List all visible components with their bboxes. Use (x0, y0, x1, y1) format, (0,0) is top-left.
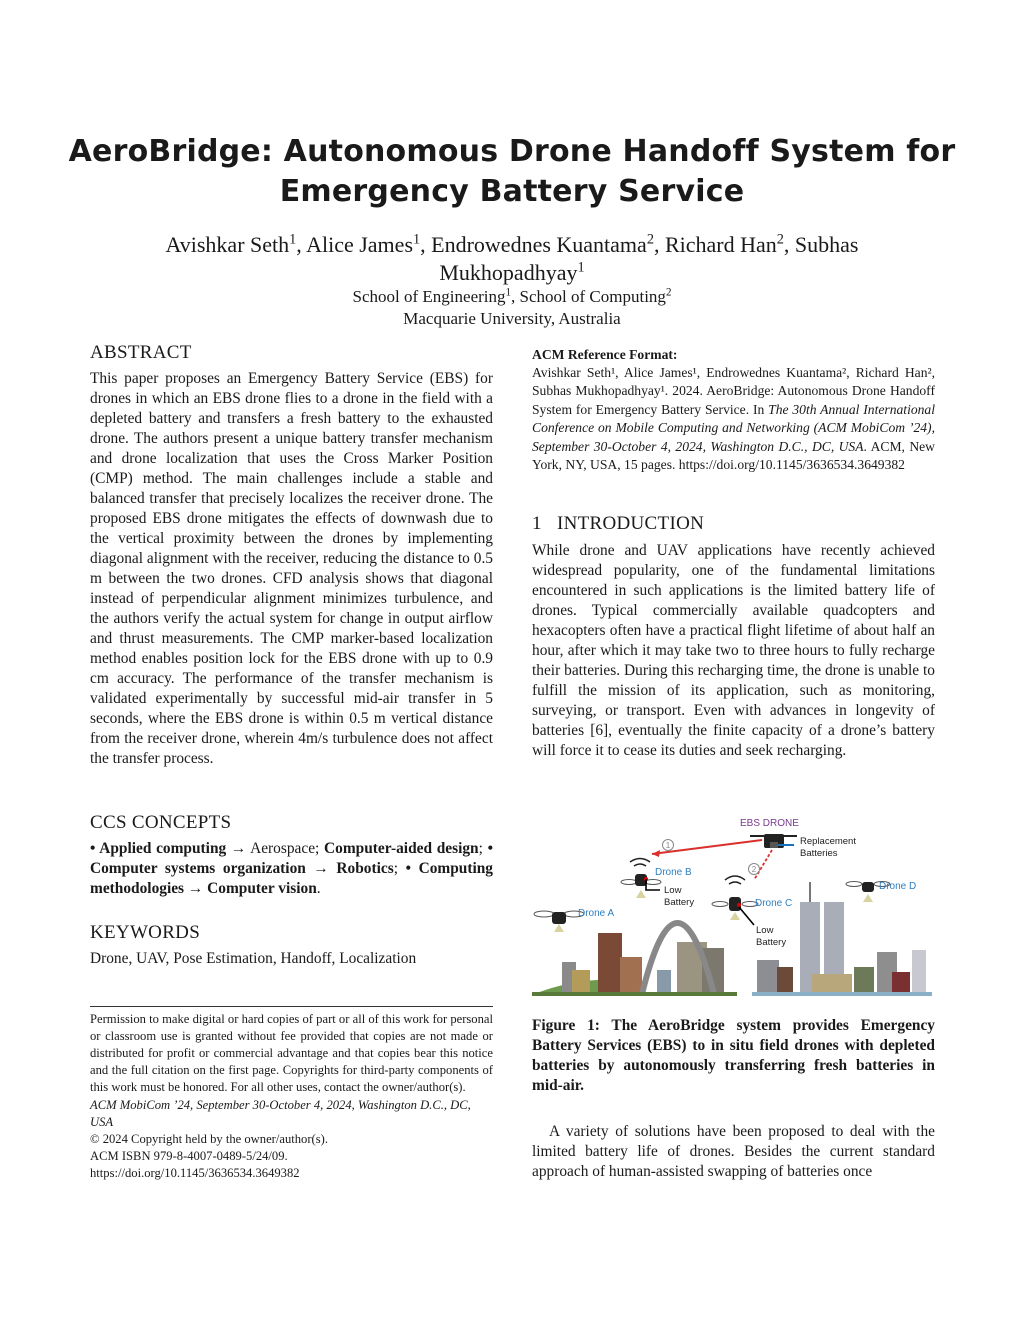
keywords-text: Drone, UAV, Pose Estimation, Handoff, Localization (90, 950, 417, 967)
intro-paragraph-2: A variety of solutions have been proposed to deal with the limited battery life of drones. Besides the current standard approach of human-assisted swapping of batteries once (532, 1123, 935, 1180)
city-left-icon (532, 923, 737, 996)
ccs-heading: CCS CONCEPTS (90, 812, 232, 833)
acm-reference-heading: ACM Reference Format: (532, 347, 678, 362)
title-line: Emergency Battery Service (279, 174, 745, 209)
drone-b-icon (621, 859, 661, 899)
low-battery-b-label: Low (664, 885, 682, 896)
author: Avishkar Seth$^1$ (165, 231, 297, 257)
author: Alice James$^1$ (306, 231, 421, 257)
conference-info: ACM MobiCom ’24, September 30-October 4, 2024, Washington D.C., DC, USA (90, 1098, 471, 1129)
low-battery-c-label: Battery (756, 937, 787, 948)
intro-paragraph: While drone and UAV applications have recently achieved widespread popularity, one of the fundamental limitations encountered in such applications is the limited battery life of drones. Typical commercially available quadcopters and hexacopters often have a practical flight lifetime of about half an hour, after which it may take two to three hours to fully recharge their batteries. During this recharging time, the drone is unable to fulfill the mission of its application, such as monitoring, surveying, or transport. Even with advances in longevity of batteries [6], eventually the finite capacity of a drone’s battery will force it to cease its duties and seek recharging. (532, 542, 935, 759)
keywords-heading: KEYWORDS (90, 922, 201, 943)
acm-reference-text: Avishkar Seth¹, Alice James¹, Endrowednes Kuantama², Richard Han², Subhas Mukhopadhyay¹. 2024. AeroBridge: Autonomous Drone Handoff System for Emergency Battery Service. In The 30th Annual International Conference on Mobile Computing and Networking (ACM MobiCom ’24), September 30-October 4, 2024, Washington D.C., DC, USA. ACM, New York, NY, USA, 15 pages. https://doi.org/10.1145/3636534.3649382 (532, 365, 936, 473)
doi-link[interactable]: https://doi.org/10.1145/3636534.3649382 (90, 1166, 300, 1180)
abstract-text: This paper proposes an Emergency Battery Service (EBS) for drones in which an EBS drone flies to a drone in the field with a depleted battery and transfers a fresh battery to the exhausted drone. The authors present a unique battery transfer mechanism and drone localization that uses the Cross Marker Position (CMP) method. The main challenges include a stable and balanced transfer that precisely localizes the receiver drone. The proposed EBS drone mitigates the effects of downwash due to the vertical proximity between the drones by implementing diagonal alignment with the receiver, reducing the distance to 0.5 m between the two drones. CFD analysis shows that diagonal instead of perpendicular alignment minimizes turbulence, and the authors verify the actual system for change in output airflow and thrust measurements. The CMP marker-based localization method enables position lock for the EBS drone with up to 0.9 cm accuracy. The performance of the transfer mechanism is validated experimentally by successful mid-air transfer in 5 seconds, where the EBS drone is within 0.5 m vertical distance from the receiver drone, wherein 4m/s turbulence does not affect the transfer process. (90, 370, 493, 767)
acm-reference (532, 346, 935, 474)
ebs-drone-label: EBS DRONE (740, 818, 799, 829)
university: Macquarie University, Australia (403, 309, 621, 328)
permission-block (90, 1006, 493, 1182)
figure-caption (532, 1016, 935, 1096)
caption-text: Figure 1: The AeroBridge system provides Emergency Battery Services (EBS) to in situ field drones with depleted batteries by autonomously transferring fresh batteries in mid-air. (532, 1017, 935, 1094)
author: Richard Han$^2$ (664, 231, 784, 257)
author: Subhas Mukhopadhyay$^1$ (439, 232, 859, 285)
introduction-heading: 1 INTRODUCTION (532, 513, 705, 534)
aerobridge-illustration (532, 812, 935, 1002)
intro-continued (532, 1122, 935, 1182)
isbn: ACM ISBN 979-8-4007-0489-5/24/09. (90, 1149, 288, 1163)
abstract-section (90, 342, 493, 769)
ccs-concepts: • Applied computing → Aerospace; Computer-aided design; • Computer systems organization → Robotics; • Computing methodologies → Computer vision. (90, 840, 493, 897)
low-battery-c-label: Low (756, 925, 774, 936)
copyright: © 2024 Copyright held by the owner/author(s). (90, 1132, 328, 1146)
affiliations: School of Engineering$^1$, School of Computing$^2$ Macquarie University, Australia (110, 286, 914, 330)
step-2-label: 2 (751, 865, 757, 874)
keywords-section (90, 922, 493, 969)
paper-title (60, 132, 964, 212)
step-1-label: 1 (665, 841, 671, 850)
ccs-section (90, 812, 493, 899)
abstract-heading: ABSTRACT (90, 342, 192, 363)
drone-c-icon (712, 876, 758, 925)
drone-b-label: Drone B (655, 867, 692, 878)
title-line: AeroBridge: Autonomous Drone Handoff System for (68, 134, 956, 169)
low-battery-b-label: Battery (664, 897, 695, 908)
replacement-label: Replacement (800, 836, 856, 847)
permission-text: Permission to make digital or hard copies of part or all of this work for personal or classroom use is granted without fee provided that copies are not made or distributed for profit or commercial advantage and that copies bear this notice and the full citation on the first page. Copyrights for third-party components of this work must be honored. For all other uses, contact the owner/author(s). (90, 1012, 493, 1094)
introduction-section (532, 513, 935, 761)
drone-a-icon (534, 911, 584, 932)
figure-1 (532, 812, 935, 1002)
drone-a-label: Drone A (578, 908, 615, 919)
author: Endrowednes Kuantama$^2$ (431, 231, 654, 257)
drone-c-label: Drone C (755, 898, 793, 909)
author-list: Avishkar Seth$^1$, Alice James$^1$, Endrowednes Kuantama$^2$, Richard Han$^2$, Subhas Mukhopadhyay$^1$ (165, 231, 859, 285)
batteries-label: Batteries (800, 848, 838, 859)
drone-d-label: Drone D (879, 881, 917, 892)
